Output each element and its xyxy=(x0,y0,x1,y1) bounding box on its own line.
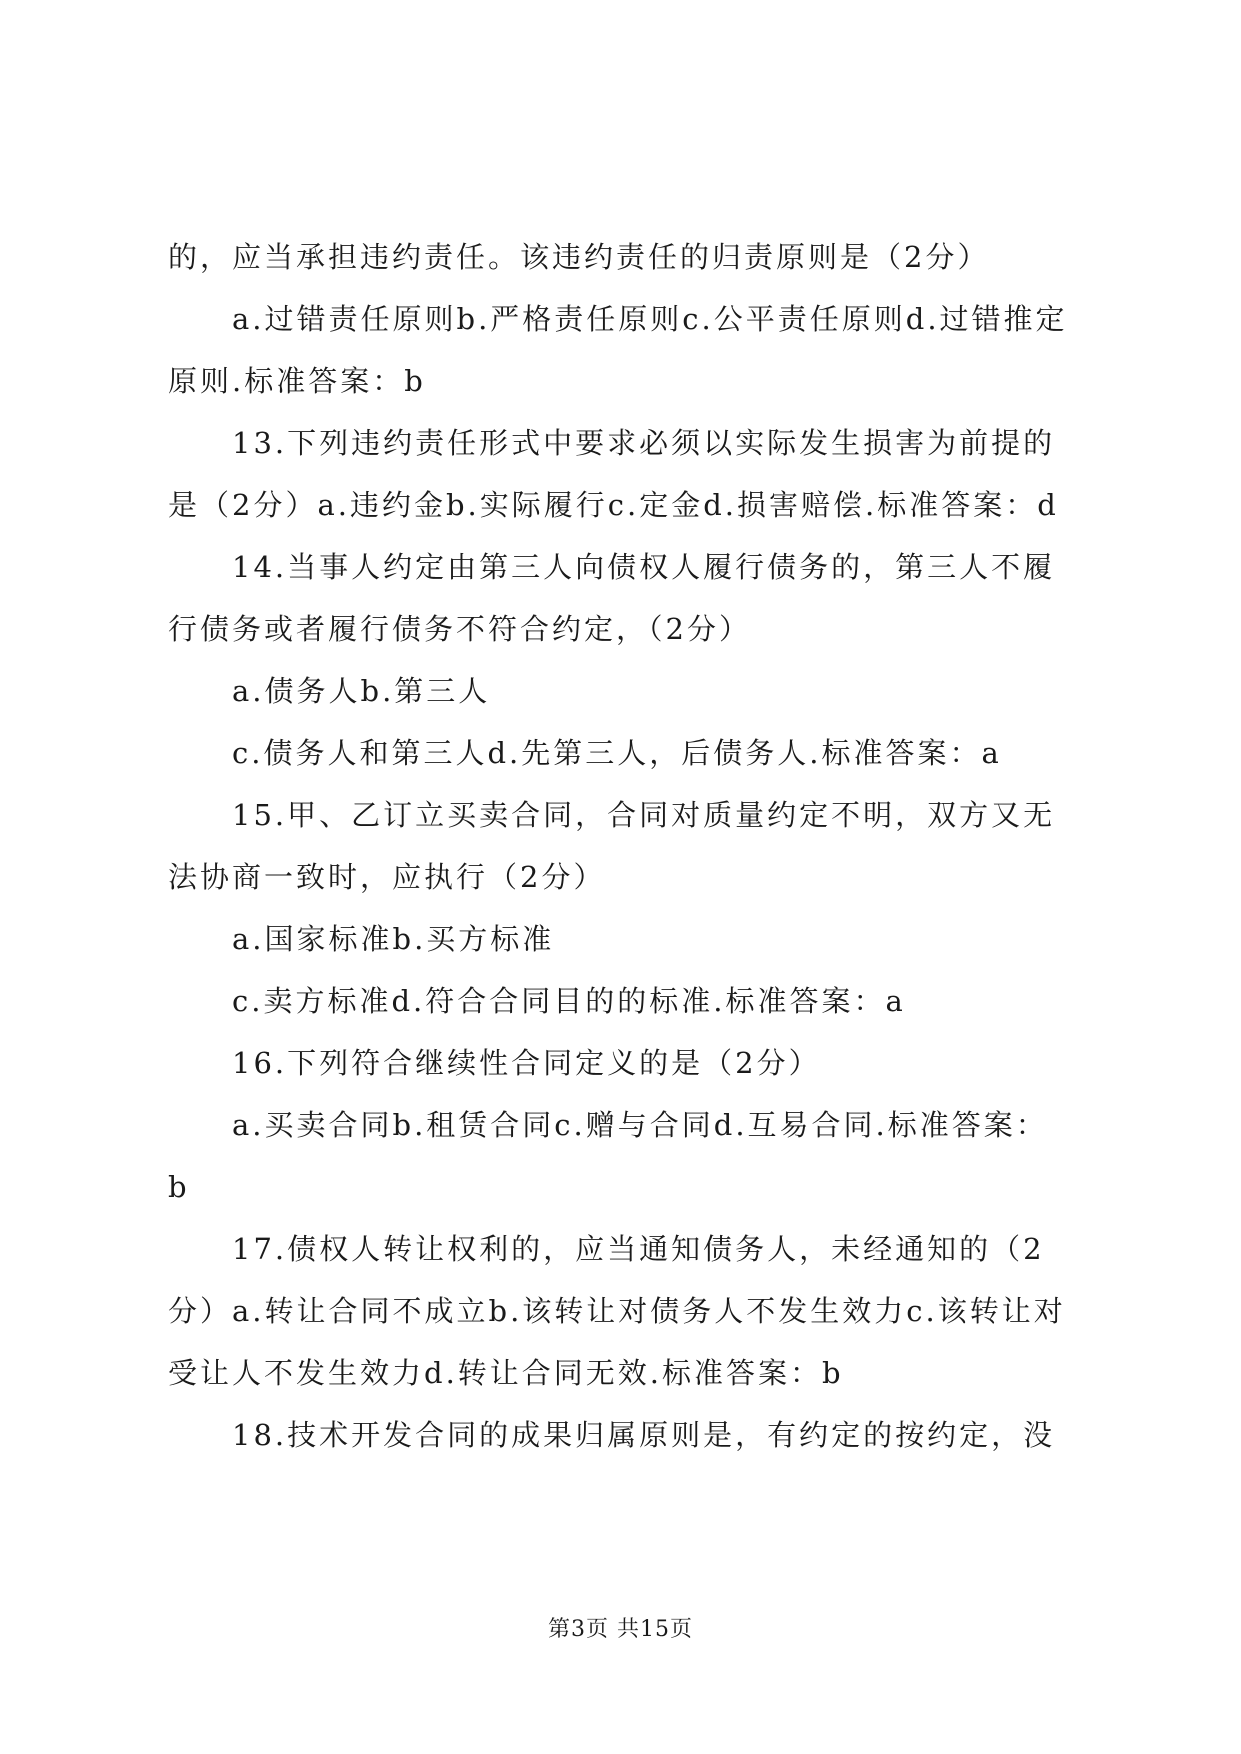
question-18: 18.技术开发合同的成果归属原则是，有约定的按约定，没 xyxy=(232,1418,1056,1452)
page-number-footer: 第3页 共15页 xyxy=(548,1617,693,1642)
paragraph-2: a.过错责任原则b.严格责任原则c.公平责任原则d.过错推定原则.标准答案：b xyxy=(168,302,1068,398)
paragraph-1: 的，应当承担违约责任。该违约责任的归责原则是（2分） xyxy=(168,240,990,274)
question-16: 16.下列符合继续性合同定义的是（2分） xyxy=(232,1046,821,1080)
question-15: 15.甲、乙订立买卖合同，合同对质量约定不明，双方又无法协商一致时，应执行（2分） xyxy=(168,798,1056,894)
document-body xyxy=(168,226,1068,1466)
question-14: 14.当事人约定由第三人向债权人履行债务的，第三人不履行债务或者履行债务不符合约定，（2分） xyxy=(168,550,1056,646)
question-15-options-c-d: c.卖方标准d.符合合同目的的标准.标准答案：a xyxy=(232,984,906,1018)
question-17: 17.债权人转让权利的，应当通知债务人，未经通知的（2分）a.转让合同不成立b.该转让对债务人不发生效力c.该转让对受让人不发生效力d.转让合同无效.标准答案：b xyxy=(168,1232,1066,1390)
question-14-options-c-d: c.债务人和第三人d.先第三人，后债务人.标准答案：a xyxy=(232,736,1002,770)
question-13: 13.下列违约责任形式中要求必须以实际发生损害为前提的是（2分）a.违约金b.实际履行c.定金d.损害赔偿.标准答案：d xyxy=(168,426,1059,522)
question-14-options-a-b: a.债务人b.第三人 xyxy=(232,674,491,708)
question-16-options: a.买卖合同b.租赁合同c.赠与合同d.互易合同.标准答案：b xyxy=(168,1108,1048,1204)
question-15-options-a-b: a.国家标准b.买方标准 xyxy=(232,922,555,956)
